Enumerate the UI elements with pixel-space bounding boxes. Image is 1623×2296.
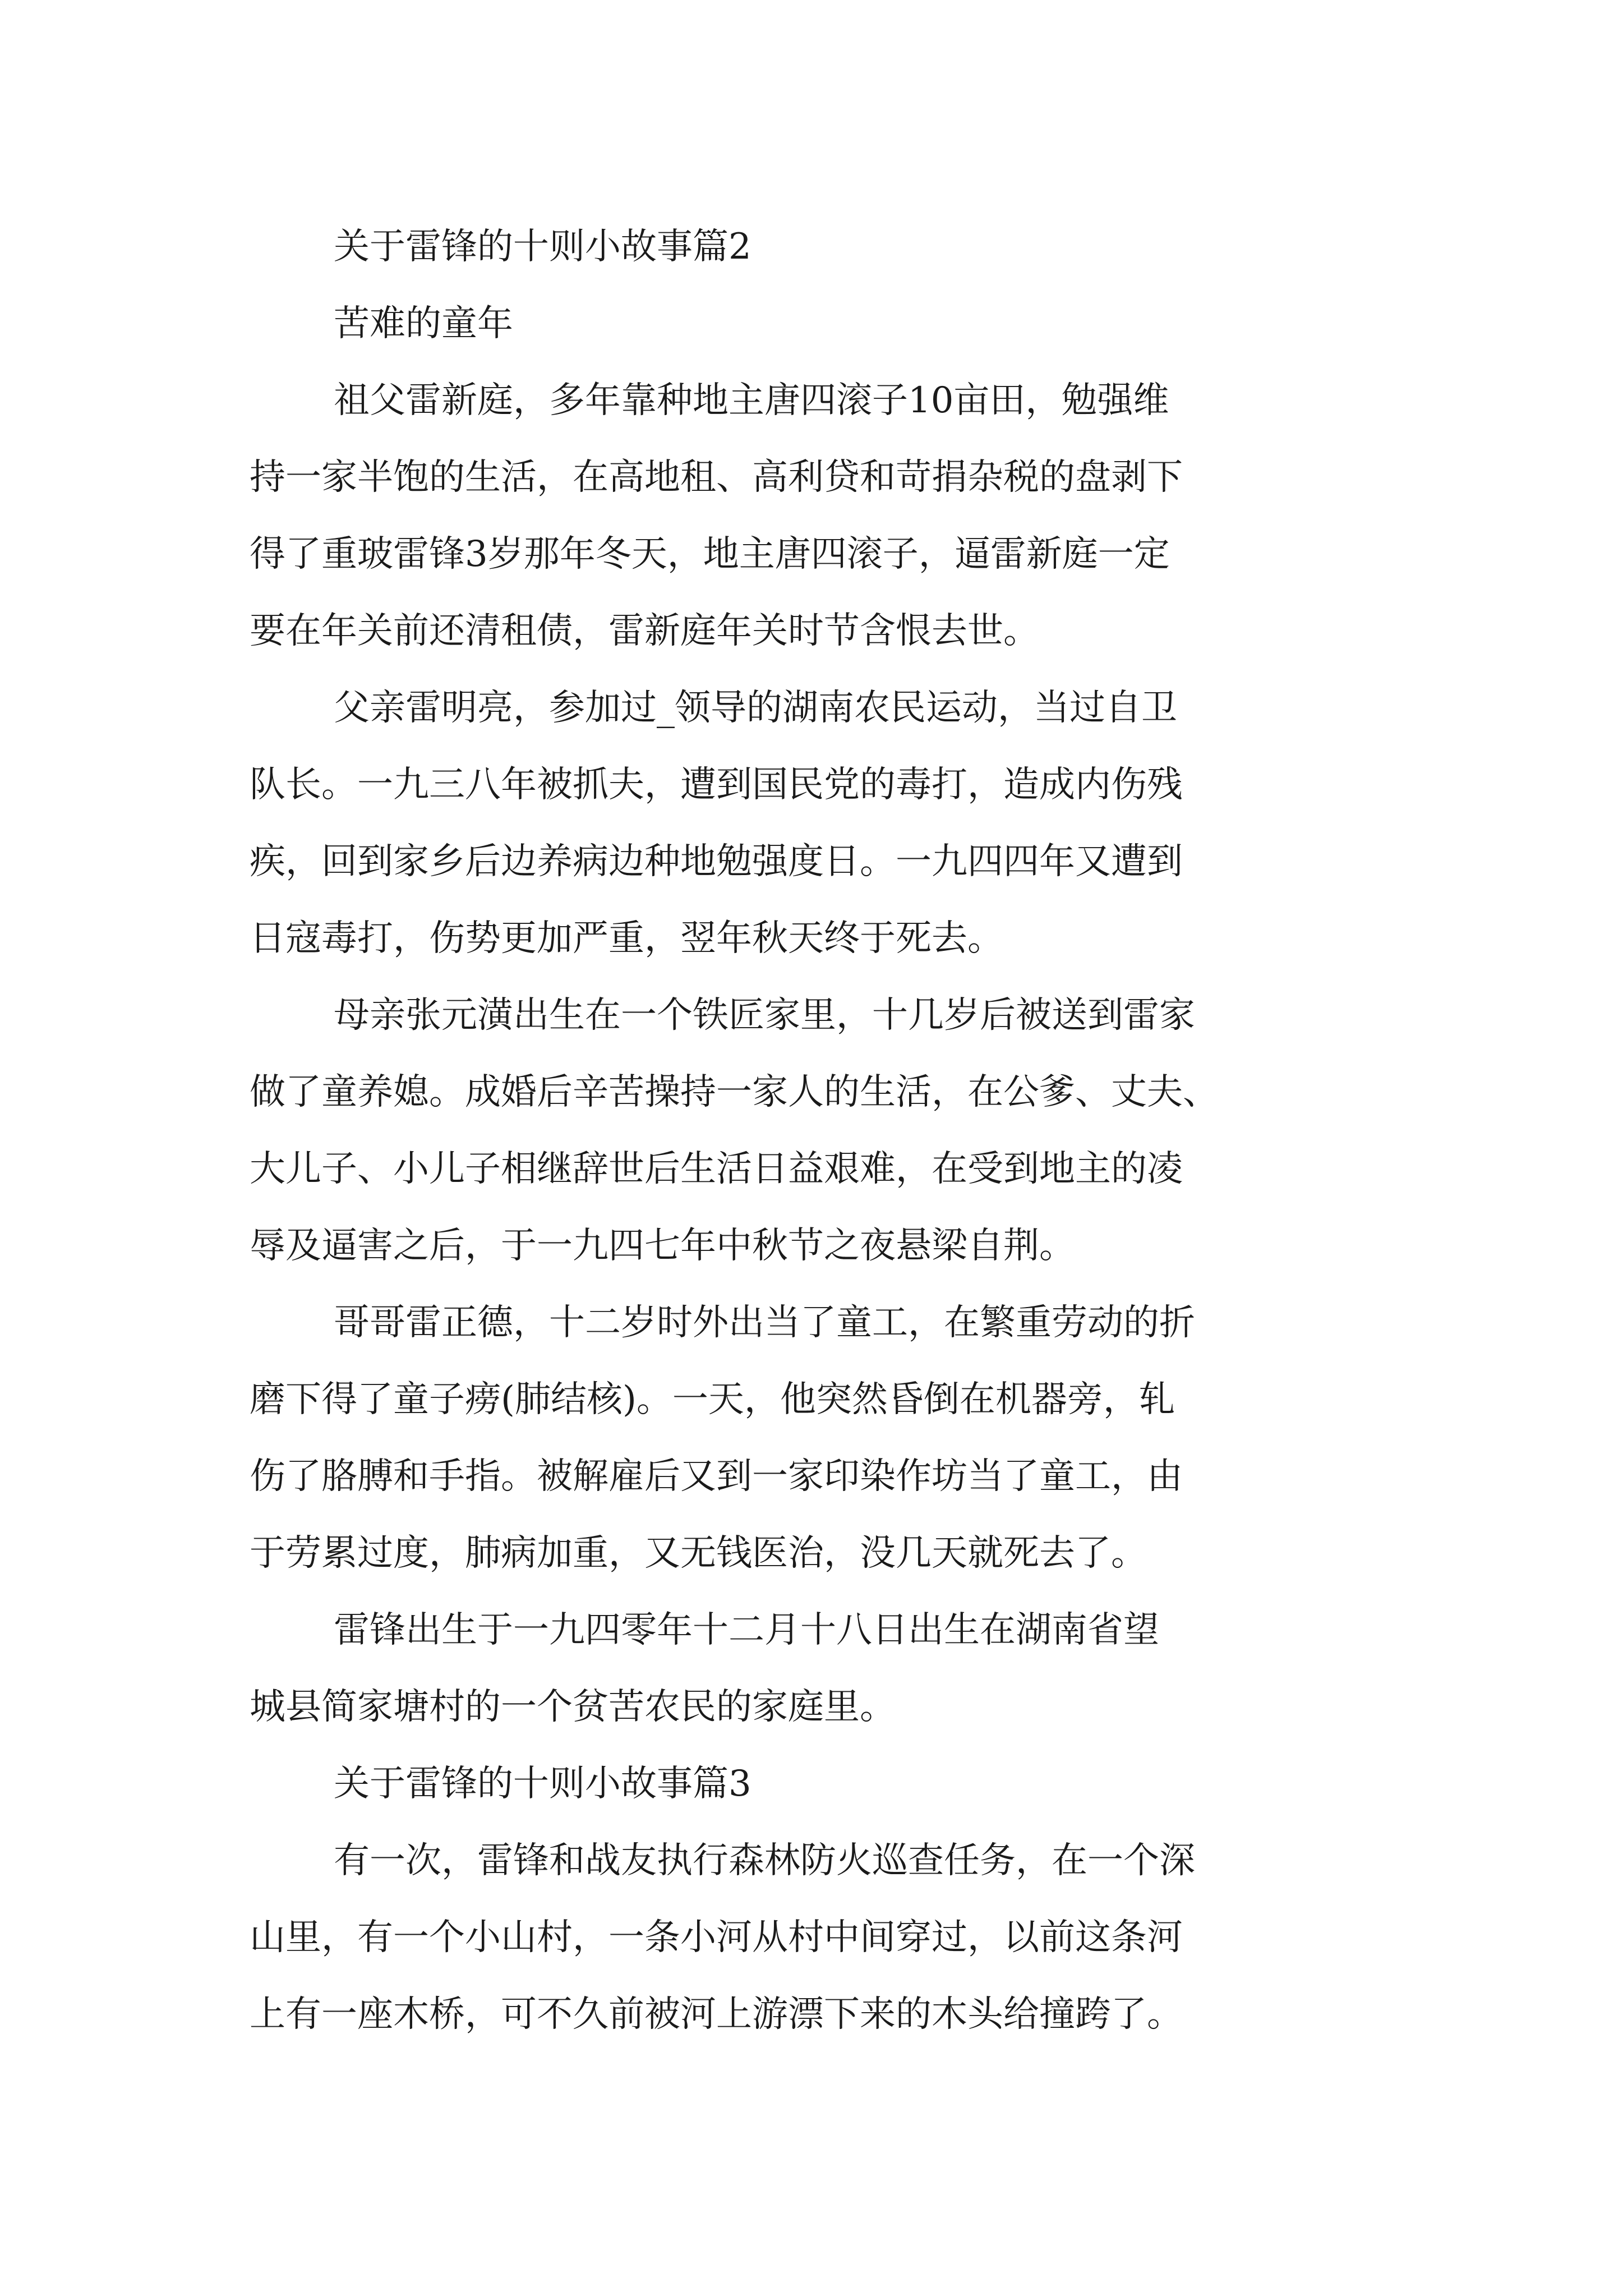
heading-line: 苦难的童年 xyxy=(334,303,513,344)
text-line: 得了重玻雷锋3岁那年冬天，地主唐四滚子，逼雷新庭一定 xyxy=(250,533,1170,575)
section-heading xyxy=(250,286,1382,362)
text-line: 持一家半饱的生活，在高地租、高利贷和苛捐杂税的盘剥下 xyxy=(250,457,1183,498)
text-line: 磨下得了童子痨(肺结核)。一天，他突然昏倒在机器旁，轧 xyxy=(250,1379,1175,1420)
text-line: 雷锋出生于一九四零年十二月十八日出生在湖南省望 xyxy=(334,1609,1159,1651)
section-heading xyxy=(250,1746,1382,1823)
paragraph xyxy=(250,1823,1382,2053)
text-line: 辱及逼害之后，于一九四七年中秋节之夜悬梁自荆。 xyxy=(250,1225,1075,1267)
paragraph xyxy=(250,977,1382,1285)
text-line: 父亲雷明亮，参加过_领导的湖南农民运动，当过自卫 xyxy=(334,687,1177,729)
text-line: 哥哥雷正德，十二岁时外出当了童工，在繁重劳动的折 xyxy=(334,1302,1195,1343)
text-line: 队长。一九三八年被抓夫，遭到国民党的毒打，造成内伤残 xyxy=(250,764,1183,806)
text-line: 疾，回到家乡后边养病边种地勉强度日。一九四四年又遭到 xyxy=(250,841,1183,882)
paragraph xyxy=(250,670,1382,977)
heading-line: 关于雷锋的十则小故事篇2 xyxy=(334,226,751,268)
text-line: 于劳累过度，肺病加重，又无钱医治，没几天就死去了。 xyxy=(250,1533,1147,1574)
paragraph xyxy=(250,362,1382,670)
text-line: 祖父雷新庭，多年靠种地主唐四滚子10亩田，勉强维 xyxy=(334,380,1169,421)
text-line: 城县简家塘村的一个贫苦农民的家庭里。 xyxy=(250,1686,896,1728)
text-line: 大儿子、小儿子相继辞世后生活日益艰难，在受到地主的凌 xyxy=(250,1148,1183,1190)
text-line: 母亲张元潢出生在一个铁匠家里，十几岁后被送到雷家 xyxy=(334,995,1195,1036)
text-line: 伤了胳膊和手指。被解雇后又到一家印染作坊当了童工，由 xyxy=(250,1456,1183,1497)
text-line: 要在年关前还清租债，雷新庭年关时节含恨去世。 xyxy=(250,610,1039,652)
paragraph xyxy=(250,1285,1382,1592)
paragraph xyxy=(250,1592,1382,1746)
text-line: 有一次，雷锋和战友执行森林防火巡查任务，在一个深 xyxy=(334,1840,1195,1881)
heading-line: 关于雷锋的十则小故事篇3 xyxy=(334,1763,751,1805)
text-line: 日寇毒打，伤势更加严重，翌年秋天终于死去。 xyxy=(250,918,1003,959)
text-line: 山里，有一个小山村，一条小河从村中间穿过，以前这条河 xyxy=(250,1917,1183,1958)
text-line: 上有一座木桥，可不久前被河上游漂下来的木头给撞跨了。 xyxy=(250,1994,1183,2035)
section-heading xyxy=(250,209,1382,286)
document-body xyxy=(250,209,1382,2053)
text-line: 做了童养媳。成婚后辛苦操持一家人的生活，在公爹、丈夫、 xyxy=(250,1071,1219,1113)
